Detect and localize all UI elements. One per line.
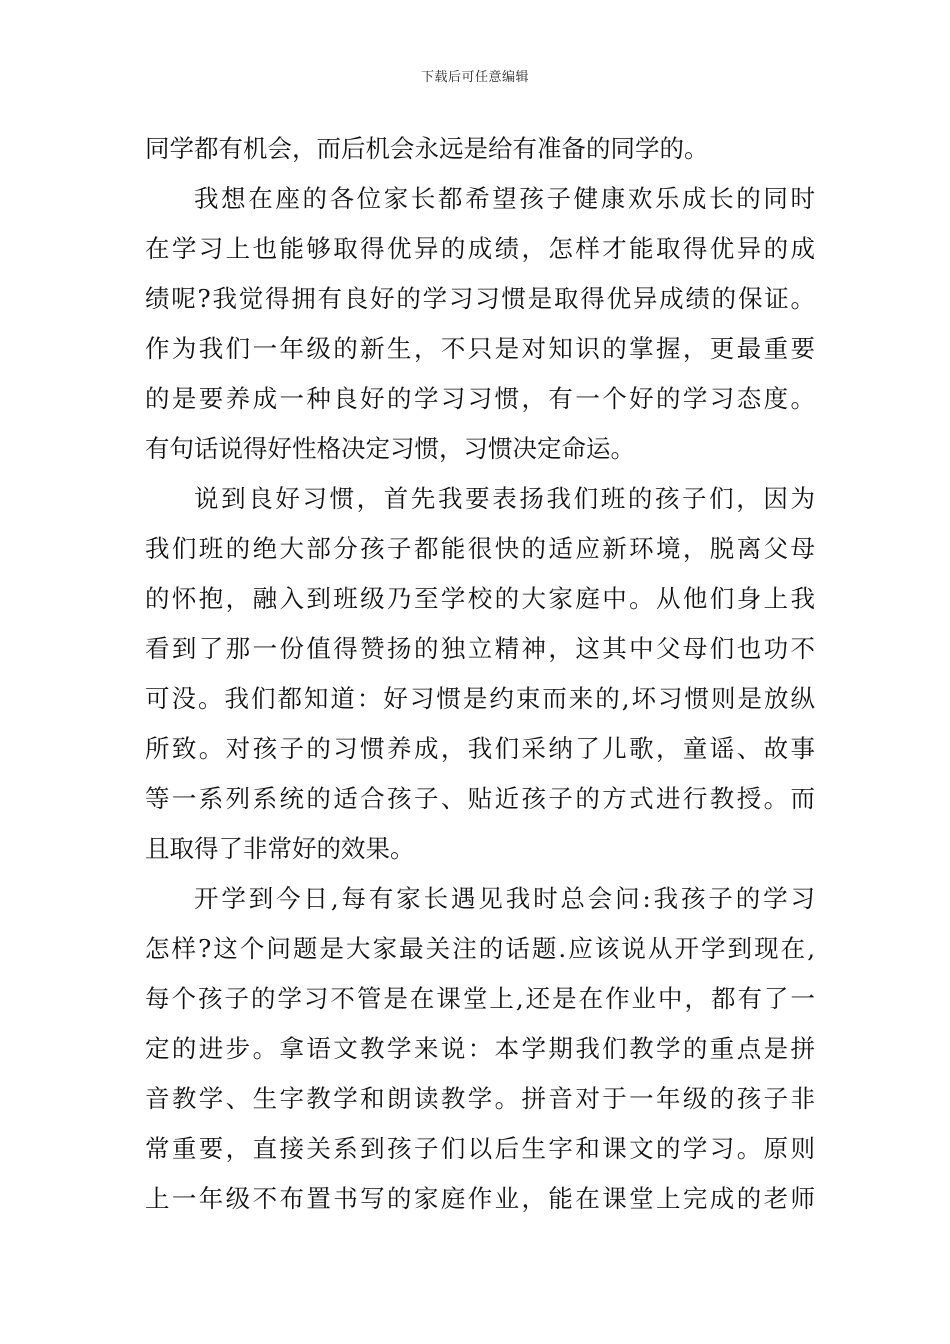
- text-line: 在学习上也能够取得优异的成绩，怎样才能取得优异的成: [145, 234, 815, 263]
- text-line: 每个孩子的学习不管是在课堂上,还是在作业中，都有了一: [145, 984, 815, 1013]
- text-line: 我们班的绝大部分孩子都能很快的适应新环境，脱离父母: [145, 534, 815, 563]
- text-line: 等一系列系统的适合孩子、贴近孩子的方式进行教授。而: [145, 784, 815, 813]
- page-header-note: 下载后可任意编辑: [420, 70, 529, 85]
- text-line: 的怀抱，融入到班级乃至学校的大家庭中。从他们身上我: [145, 584, 815, 613]
- text-line: 作为我们一年级的新生，不只是对知识的掌握，更最重要: [145, 334, 815, 363]
- text-line: 且取得了非常好的效果。: [145, 834, 415, 863]
- text-line: 怎样?这个问题是大家最关注的话题.应该说从开学到现在,: [145, 934, 815, 963]
- text-line: 音教学、生字教学和朗读教学。拼音对于一年级的孩子非: [145, 1084, 815, 1113]
- text-line: 常重要，直接关系到孩子们以后生字和课文的学习。原则: [145, 1134, 815, 1163]
- text-line: 所致。对孩子的习惯养成，我们采纳了儿歌，童谣、故事: [145, 734, 815, 763]
- text-line: 定的进步。拿语文教学来说：本学期我们教学的重点是拼: [145, 1034, 815, 1063]
- text-line: 看到了那一份值得赞扬的独立精神，这其中父母们也功不: [145, 634, 815, 663]
- text-line: 上一年级不布置书写的家庭作业，能在课堂上完成的老师: [145, 1184, 815, 1213]
- text-line: 同学都有机会，而后机会永远是给有准备的同学的。: [145, 134, 709, 163]
- document-body: [145, 124, 815, 1224]
- text-line: 绩呢?我觉得拥有良好的学习习惯是取得优异成绩的保证。: [145, 284, 815, 313]
- text-line: 说到良好习惯，首先我要表扬我们班的孩子们，因为: [194, 484, 815, 513]
- text-line: 开学到今日,每有家长遇见我时总会问:我孩子的学习: [194, 884, 815, 913]
- text-line: 可没。我们都知道：好习惯是约束而来的,坏习惯则是放纵: [145, 684, 815, 713]
- text-line: 的是要养成一种良好的学习习惯，有一个好的学习态度。: [145, 384, 815, 413]
- text-line: 有句话说得好性格决定习惯，习惯决定命运。: [145, 434, 635, 463]
- text-line: 我想在座的各位家长都希望孩子健康欢乐成长的同时: [194, 184, 815, 213]
